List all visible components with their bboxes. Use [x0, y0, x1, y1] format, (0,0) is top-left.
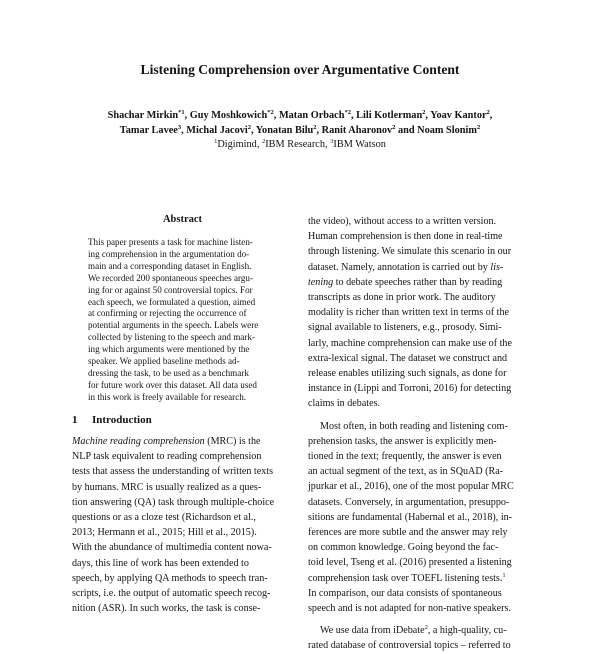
text-line: larly, machine comprehension can make use of the: [308, 337, 512, 349]
text-line: We use data from iDebate$^2$, a high-quality, cu-: [320, 624, 507, 637]
abstract-line: each speech, we formulated a question, aimed: [88, 296, 256, 307]
text-line: comprehension task over TOEFL listening tests.$^1$: [308, 571, 506, 584]
text-line: extra-lexical signal. The dataset we construct and: [308, 352, 508, 364]
intro-line: by humans. MRC is usually realized as a ques-: [72, 481, 262, 493]
intro-line: Machine reading comprehension (MRC) is the: [72, 436, 261, 447]
affiliations: $^1$Digimind, $^2$IBM Research, $^3$IBM Watson: [214, 138, 386, 150]
abstract-line: ing comprehension in the argumentation do-: [88, 248, 250, 259]
text-line: sitions are fundamental (Habernal et al., 2018), in-: [308, 511, 513, 523]
intro-line: scripts, i.e. the output of automatic speech recog-: [72, 588, 271, 600]
intro-line: tion answering (QA) task through multiple-choice: [72, 496, 275, 508]
author-list: [40, 108, 560, 138]
abstract-body: [88, 237, 278, 404]
paragraph: [308, 419, 530, 617]
text-line: tioned in the text; frequently, the answer is even: [308, 451, 502, 463]
introduction-body: [72, 434, 293, 616]
abstract-line: for future work over this dataset. All data used: [88, 379, 257, 390]
text-line: on common knowledge. Going beyond the fac-: [308, 542, 499, 554]
abstract-line: in this work is freely available for research.: [88, 391, 247, 402]
text-line: signal available to listeners, e.g., prosody. Simi-: [308, 322, 502, 334]
abstract-line: ing for or against 50 controversial topics. For: [88, 284, 253, 295]
text-line: an actual segment of the text, as in SQuAD (Ra-: [308, 466, 504, 478]
paragraph: [308, 623, 530, 653]
right-column-body: [308, 214, 530, 654]
abstract-line: collected by listening to the speech and mark-: [88, 332, 255, 343]
text-line: transcripts as done in prior work. The auditory: [308, 292, 496, 304]
text-line: the video), without access to a written version.: [308, 216, 497, 227]
text-line: datasets. Conversely, in argumentation, presuppo-: [308, 496, 510, 508]
abstract-line: This paper presents a task for machine listen-: [88, 237, 253, 247]
text-line: speech and is not adapted for non-native speakers.: [308, 603, 511, 615]
intro-line: 2013; Hermann et al., 2015; Hill et al., 2015).: [72, 527, 257, 539]
text-line: release enables utilizing such signals, as done for: [308, 368, 507, 380]
abstract-line: at confirming or rejecting the occurrence of: [88, 308, 247, 319]
abstract-line: main and a corresponding dataset in English.: [88, 260, 252, 271]
abstract-line: We recorded 200 spontaneous speeches argu-: [88, 272, 254, 283]
abstract-heading: Abstract: [162, 214, 203, 225]
text-line: prehension tasks, the answer is explicitly men-: [308, 435, 497, 447]
abstract-line: ing which arguments were mentioned by the: [88, 344, 250, 355]
abstract-line: potential arguments in the speech. Labels were: [88, 320, 259, 331]
abstract-line: dressing the task, to be used as a benchmark: [88, 367, 249, 378]
author-line-2: Tamar Lavee$^3$, Michal Jacovi$^2$, Yonatan Bilu$^2$, Ranit Aharonov$^2$ and Noam Slonim$^2$: [119, 124, 481, 136]
text-line: claims in debates.: [308, 398, 381, 410]
text-line: through listening. We simulate this scenario in our: [308, 246, 512, 258]
text-line: In comparison, our data consists of spontaneous: [308, 587, 502, 599]
text-line: jpurkar et al., 2016), one of the most popular MRC: [308, 481, 514, 493]
intro-line: tests that assess the understanding of written texts: [72, 466, 273, 478]
text-line: Human comprehension is then done in real-time: [308, 231, 503, 243]
text-line: ferences are more subtle and the answer may rely: [308, 527, 508, 539]
section-number: 1: [72, 414, 78, 426]
paper-title: Listening Comprehension over Argumentative Content: [140, 62, 460, 77]
intro-line: questions or as a cloze test (Richardson et al.,: [72, 512, 256, 524]
intro-line: days, this line of work has been extended to: [72, 557, 249, 569]
text-line: toid level, Tseng et al. (2016) presented a listening: [308, 557, 512, 569]
text-line: modality is richer than written text in terms of the: [308, 307, 509, 319]
text-line: Most often, in both reading and listening com-: [320, 420, 508, 432]
author-line-1: Shachar Mirkin$^{*1}$, Guy Moshkowich$^{*2}$, Matan Orbach$^{*2}$, Lili Kotlerman$^2$, Yoav Kantor$^2$,: [107, 109, 493, 121]
intro-line: nition (ASR). In such works, the task is conse-: [72, 603, 261, 615]
intro-line: speech, by applying QA methods to speech tran-: [72, 572, 268, 584]
paragraph: [308, 214, 530, 412]
section-heading-introduction: [72, 414, 293, 426]
text-line: instance in (Lippi and Torroni, 2016) for detecting: [308, 383, 512, 395]
intro-line: With the abundance of multimedia content nowa-: [72, 542, 272, 554]
text-line: dataset. Namely, annotation is carried out by lis-: [308, 261, 504, 273]
text-line: tening to debate speeches rather than by reading: [308, 276, 503, 288]
abstract-line: speaker. We applied baseline methods ad-: [88, 356, 240, 367]
intro-line: NLP task equivalent to reading comprehension: [72, 451, 262, 463]
section-title: Introduction: [92, 414, 152, 426]
text-line: rated database of controversial topics – referred to: [308, 640, 511, 652]
